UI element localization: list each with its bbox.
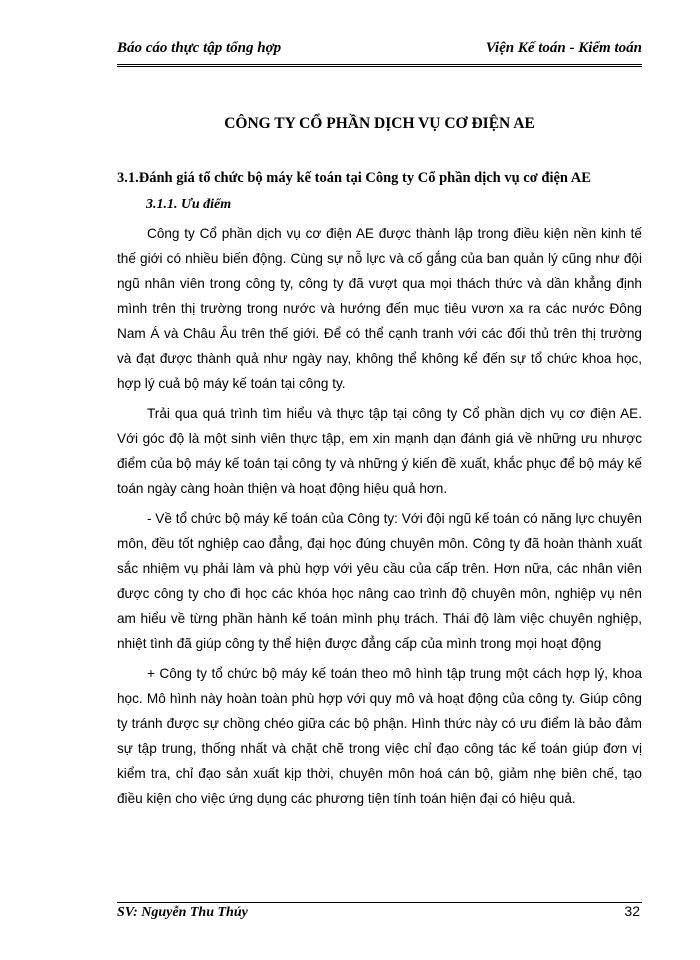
paragraph: Trải qua quá trình tìm hiểu và thực tập tại công ty Cổ phần dịch vụ cơ điện AE. Với góc độ là một sinh viên thực tập, em xin mạnh dạn đánh giá về những ưu nhược điểm của bộ máy kế toán tại công ty và những ý kiến đề xuất, khắc phục để bộ máy kế toán ngày càng hoàn thiện và hoạt động hiệu quả hơn.: [117, 406, 642, 496]
document-title: CÔNG TY CỔ PHẦN DỊCH VỤ CƠ ĐIỆN AE: [224, 115, 535, 132]
header-institute: Viện Kế toán - Kiểm toán: [485, 40, 642, 56]
section-heading: 3.1.Đánh giá tổ chức bộ máy kế toán tại Công ty Cổ phần dịch vụ cơ điện AE: [117, 170, 591, 186]
footer-divider: [117, 902, 642, 903]
footer-student-name: SV: Nguyễn Thu Thúy: [117, 905, 248, 920]
body-text: [117, 221, 642, 816]
subsection-heading: 3.1.1. Ưu điểm: [146, 197, 232, 212]
header-report-title: Báo cáo thực tập tổng hợp: [117, 40, 282, 56]
paragraph: Công ty Cổ phần dịch vụ cơ điện AE được thành lập trong điều kiện nền kinh tế thế giới có nhiều biến động. Cùng sự nỗ lực và cố gắng của ban quản lý cũng như đội ngũ nhân viên trong công ty, công ty đã vượt qua mọi thách thức và dần khẳng định mình trên thị trường trong nước và hướng đến mục tiêu vươn xa ra các nước Đông Nam Á và Châu Âu trên thế giới. Để có thể cạnh tranh với các đối thủ trên thị trường và đạt được thành quả như ngày nay, không thể không kể đến sự tổ chức khoa học, hợp lý cuả bộ máy kế toán tại công ty.: [117, 226, 642, 391]
page-number: 32: [624, 903, 640, 919]
header-divider: [117, 64, 642, 67]
page-header: [117, 40, 642, 62]
paragraph: + Công ty tổ chức bộ máy kế toán theo mô hình tập trung một cách hợp lý, khoa học. Mô hình này hoàn toàn phù hợp với quy mô và hoạt động của công ty. Giúp công ty tránh được sự chồng chéo giữa các bộ phận. Hình thức này có ưu điểm là bảo đảm sự tập trung, thống nhất và chặt chẽ trong việc chỉ đạo công tác kế toán giúp đơn vị kiểm tra, chỉ đạo sản xuất kịp thời, chuyên môn hoá cán bộ, giảm nhẹ biên chế, tạo điều kiện cho việc ứng dụng các phương tiện tính toán hiện đại có hiệu quả.: [117, 666, 642, 806]
paragraph: - Về tổ chức bộ máy kế toán của Công ty: Với đội ngũ kế toán có năng lực chuyên môn, đều tốt nghiệp cao đẳng, đại học đúng chuyên môn. Công ty đã hoàn thành xuất sắc nhiệm vụ phải làm và phù hợp với yêu cầu của cấp trên. Hơn nữa, các nhân viên được công ty cho đi học các khóa học nâng cao trình độ chuyên môn, nghiệp vụ nên am hiểu về từng phần hành kế toán mình phụ trách. Thái độ làm việc chuyên nghiệp, nhiệt tình đã giúp công ty thể hiện được đẳng cấp của mình trong mọi hoạt động: [117, 511, 642, 651]
